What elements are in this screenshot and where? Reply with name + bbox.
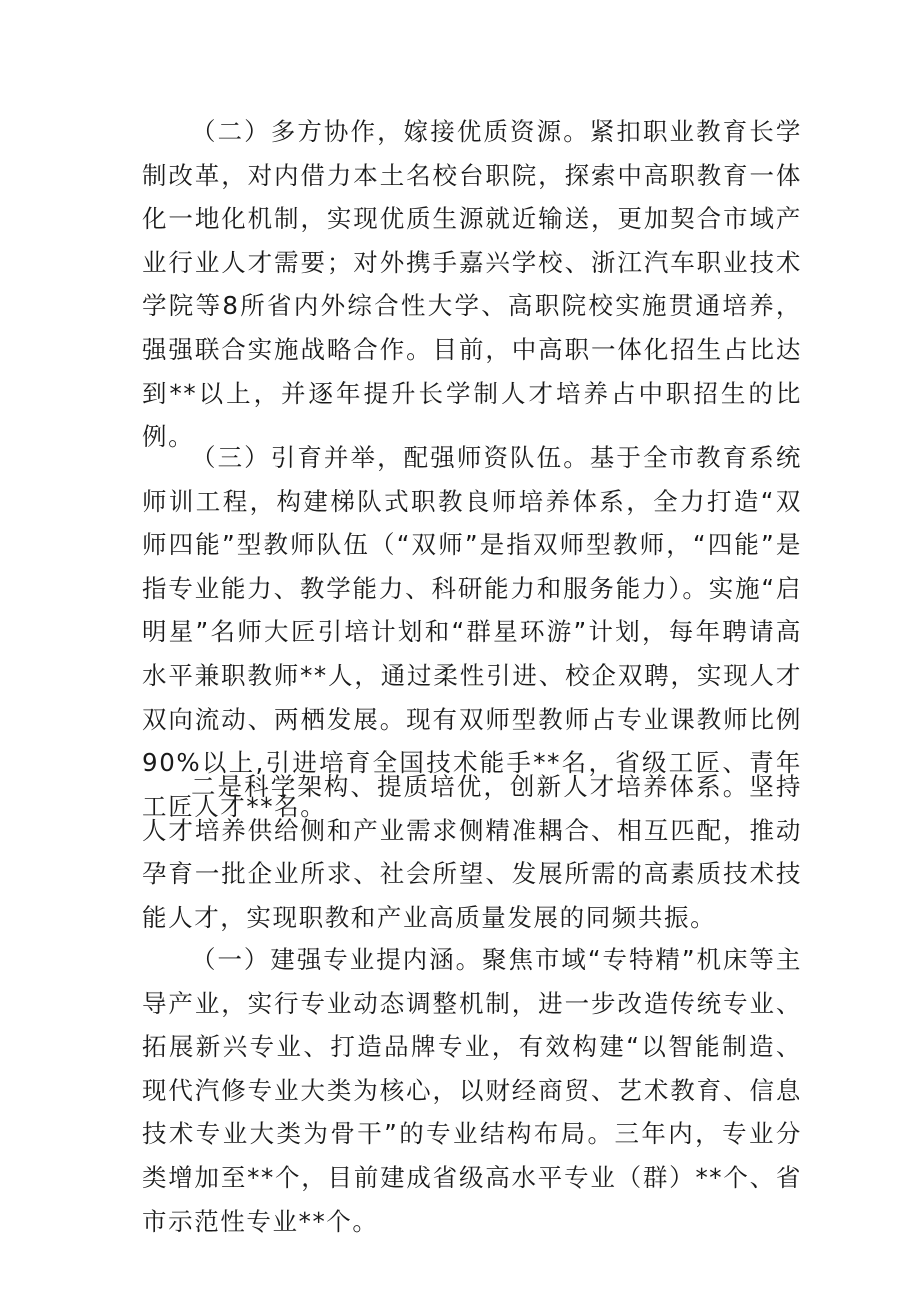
paragraph-talent-system: 二是科学架构、提质培优，创新人才培养体系。坚持人才培养供给侧和产业需求侧精准耦合、相互匹配，推动孕育一批企业所求、社会所望、发展所需的高素质技术技能人才，实现职教和产业高质量发展的同频共振。 bbox=[142, 772, 802, 932]
paragraph-teacher-team: （三）引育并举，配强师资队伍。基于全市教育系统师训工程，构建梯队式职教良师培养体系，全力打造“双师四能”型教师队伍（“双师”是指双师型教师，“四能”是指专业能力、教学能力、科研能力和服务能力）。实施“启明星”名师大匠引培计划和“群星环游”计划，每年聘请高水平兼职教师**人，通过柔性引进、校企双聘，实现人才双向流动、两栖发展。现有双师型教师占专业课教师比例90%以上,引进培育全国技术能手**名，省级工匠、青年工匠人才**名。 bbox=[142, 443, 802, 821]
paragraph-multi-party-cooperation: （二）多方协作，嫁接优质资源。紧扣职业教育长学制改革，对内借力本土名校台职院，探索中高职教育一体化一地化机制，实现优质生源就近输送，更加契合市域产业行业人才需要；对外携手嘉兴学校、浙江汽车职业技术学院等8所省内外综合性大学、高职院校实施贯通培养，强强联合实施战略合作。目前，中高职一体化招生占比达到**以上，并逐年提升长学制人才培养占中职招生的比例。 bbox=[142, 117, 802, 452]
paragraph-specialty-building: （一）建强专业提内涵。聚焦市域“专特精”机床等主导产业，实行专业动态调整机制，进一步改造传统专业、拓展新兴专业、打造品牌专业，有效构建“以智能制造、现代汽修专业大类为核心，以财经商贸、艺术教育、信息技术专业大类为骨干”的专业结构布局。三年内，专业分类增加至**个，目前建成省级高水平专业（群）**个、省市示范性专业**个。 bbox=[142, 945, 802, 1236]
